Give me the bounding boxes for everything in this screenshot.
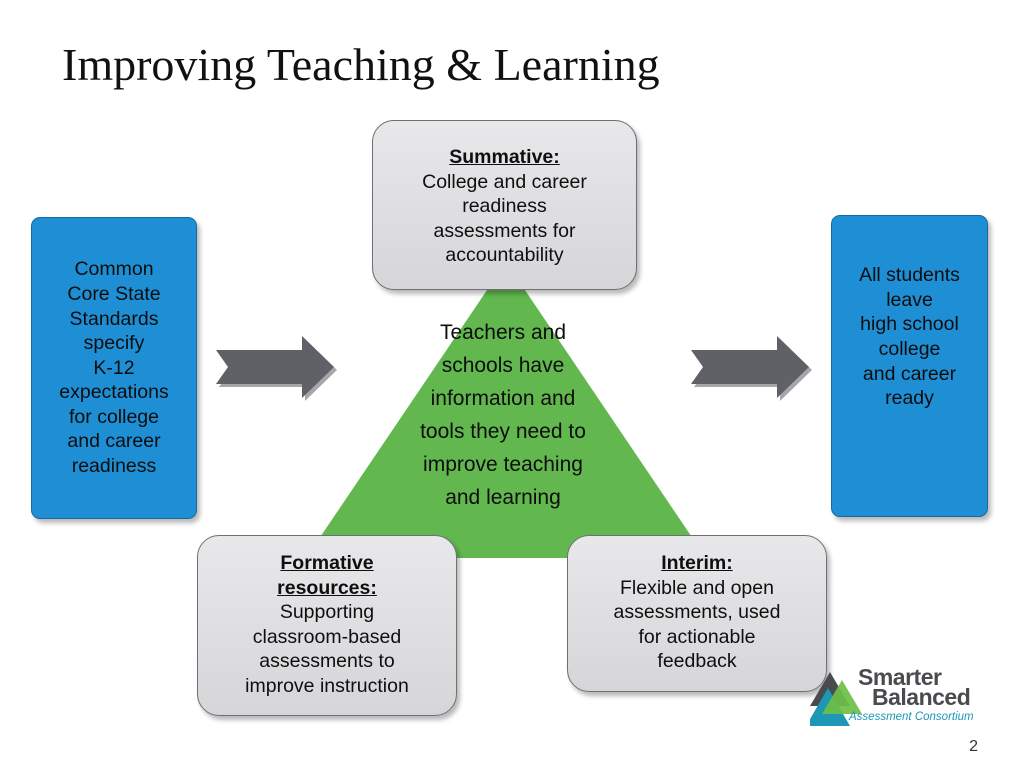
outcome-box <box>831 215 988 517</box>
outcome-line: college <box>878 338 941 360</box>
center-text-line: information and <box>430 387 576 410</box>
interim-box <box>567 535 827 692</box>
summative-heading: Summative: <box>449 146 560 168</box>
interim-line: feedback <box>657 650 737 672</box>
interim-heading: Interim: <box>661 552 733 574</box>
interim-line: assessments, used <box>613 601 781 623</box>
summative-line: assessments for <box>433 219 576 242</box>
outcome-line: ready <box>885 387 934 410</box>
standards-line: Common <box>74 258 154 281</box>
page-number: 2 <box>969 738 978 755</box>
formative-box <box>197 535 457 716</box>
formative-line: classroom-based <box>252 625 402 648</box>
center-text-line: Teachers and <box>439 321 567 344</box>
logo-name-line1: Smarter <box>858 664 942 690</box>
formative-line: Supporting <box>279 601 375 623</box>
standards-line: K-12 <box>93 356 135 379</box>
logo-tagline: Assessment Consortium <box>849 711 974 723</box>
center-text-line: improve teaching <box>423 453 583 476</box>
standards-box <box>31 217 197 519</box>
slide-title: Improving Teaching & Learning <box>62 39 660 90</box>
outcome-line: leave <box>886 288 933 311</box>
summative-line: College and career <box>422 170 587 193</box>
logo-name-line2: Balanced <box>872 684 971 710</box>
interim-line: for actionable <box>638 625 756 648</box>
standards-line: and career <box>67 430 161 453</box>
right-arrow-icon <box>685 332 815 402</box>
standards-line: specify <box>83 332 145 355</box>
formative-heading: resources: <box>277 576 377 599</box>
logo-name <box>858 664 971 710</box>
standards-line: readiness <box>71 455 157 478</box>
outcome-line: and career <box>862 362 957 385</box>
center-text-line: schools have <box>441 354 565 377</box>
summative-box <box>372 120 637 290</box>
center-text-line: tools they need to <box>420 420 586 443</box>
summative-line: accountability <box>445 244 564 266</box>
standards-line: Core State <box>67 282 161 305</box>
standards-line: for college <box>69 405 159 428</box>
interim-line: Flexible and open <box>620 576 774 599</box>
center-text <box>392 316 614 514</box>
formative-line: assessments to <box>259 650 395 672</box>
formative-line: improve instruction <box>245 674 409 697</box>
formative-heading: Formative <box>280 552 374 574</box>
standards-line: expectations <box>59 381 169 404</box>
outcome-line: high school <box>860 313 959 336</box>
outcome-line: All students <box>859 264 960 287</box>
summative-line: readiness <box>462 195 547 217</box>
center-text-line: and learning <box>445 486 561 509</box>
left-arrow-icon <box>210 332 340 402</box>
standards-line: Standards <box>69 307 159 330</box>
